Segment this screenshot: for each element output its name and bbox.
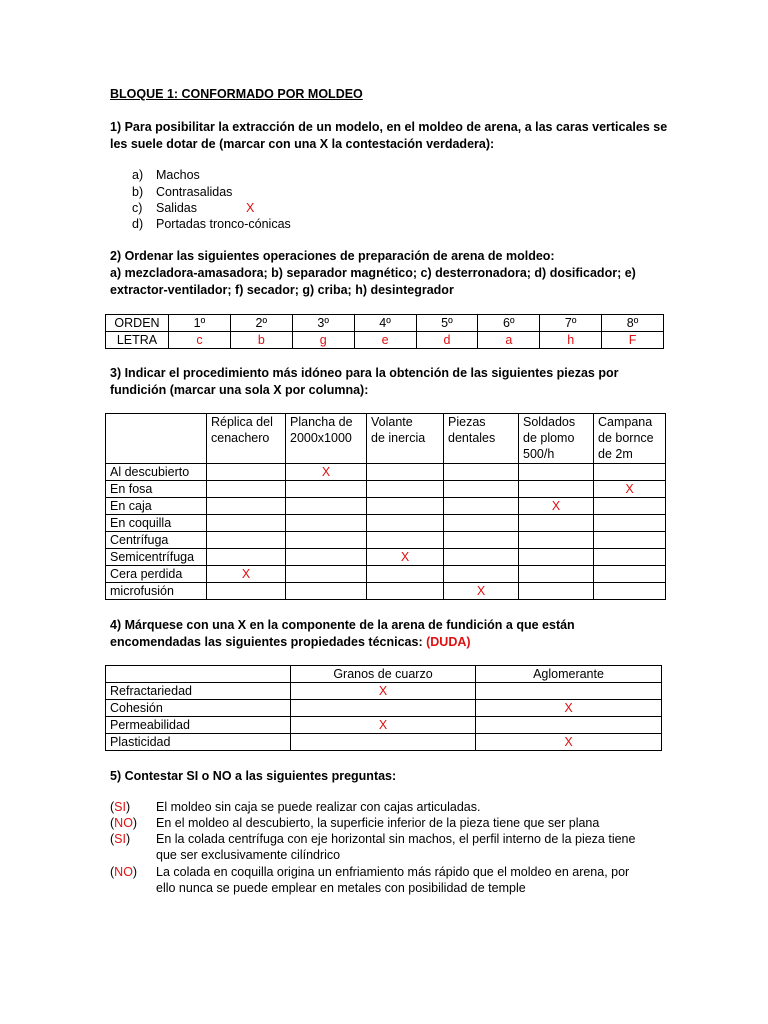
answer-badge xyxy=(110,815,137,832)
mark-cell xyxy=(519,515,594,532)
mark-cell xyxy=(444,549,519,566)
mark-cell xyxy=(594,498,666,515)
mark-cell xyxy=(367,464,444,481)
answer-paren-close: ) xyxy=(132,816,138,830)
mark-cell xyxy=(519,532,594,549)
header-line: Plancha de xyxy=(290,415,353,429)
letter-cell: e xyxy=(354,332,416,349)
option-text: Salidas xyxy=(156,201,197,215)
answer-value: SI xyxy=(114,800,126,814)
page-title: BLOQUE 1: CONFORMADO POR MOLDEO xyxy=(110,87,363,101)
letter-cell: g xyxy=(292,332,354,349)
q2-text-line-1: 2) Ordenar las siguientes operaciones de preparación de arena de moldeo: xyxy=(110,249,555,263)
procedure-row-label: En caja xyxy=(106,498,207,515)
property-label: Plasticidad xyxy=(106,734,291,751)
procedure-row xyxy=(106,583,666,600)
properties-row xyxy=(106,700,662,717)
q5-title: 5) Contestar SI o NO a las siguientes preguntas: xyxy=(110,769,397,783)
header-line: de inercia xyxy=(371,431,426,445)
statement-line: que ser exclusivamente cilíndrico xyxy=(156,848,341,862)
option-text: Portadas tronco-cónicas xyxy=(156,217,291,231)
properties-row xyxy=(106,717,662,734)
letter-cell: d xyxy=(416,332,478,349)
procedure-row-label: En fosa xyxy=(106,481,207,498)
option-mark: X xyxy=(246,201,255,215)
mark-cell xyxy=(286,566,367,583)
procedure-header-cell xyxy=(207,414,286,464)
procedure-header-cell xyxy=(519,414,594,464)
mark-cell xyxy=(286,549,367,566)
mark-cell xyxy=(207,464,286,481)
property-label: Refractariedad xyxy=(106,683,291,700)
q5-answers-list xyxy=(110,799,670,897)
header-line: cenachero xyxy=(211,431,270,445)
procedure-header-cell xyxy=(367,414,444,464)
mark-cell: X xyxy=(476,700,662,717)
mark-cell xyxy=(476,683,662,700)
mark-cell xyxy=(594,464,666,481)
procedure-row-label: Cera perdida xyxy=(106,566,207,583)
order-row xyxy=(106,315,664,332)
mark-cell xyxy=(444,481,519,498)
mark-cell xyxy=(519,464,594,481)
mark-cell: X xyxy=(286,464,367,481)
q1-text-line-1: 1) Para posibilitar la extracción de un modelo, en el moldeo de arena, a las caras verticales se xyxy=(110,120,668,134)
mark-cell xyxy=(367,583,444,600)
letter-row-label: LETRA xyxy=(106,332,169,349)
q5-item xyxy=(110,864,670,897)
mark-cell xyxy=(291,700,476,717)
mark-cell xyxy=(444,498,519,515)
mark-cell xyxy=(519,566,594,583)
procedure-row xyxy=(106,498,666,515)
mark-cell xyxy=(444,532,519,549)
order-cell: 7º xyxy=(540,315,602,332)
mark-cell xyxy=(594,566,666,583)
procedure-row-label: Centrífuga xyxy=(106,532,207,549)
answer-paren-open: ( xyxy=(110,800,115,814)
property-label: Cohesión xyxy=(106,700,291,717)
procedure-row xyxy=(106,481,666,498)
mark-cell xyxy=(207,515,286,532)
procedure-row-label: En coquilla xyxy=(106,515,207,532)
procedure-row xyxy=(106,549,666,566)
mark-cell xyxy=(291,734,476,751)
mark-cell xyxy=(367,498,444,515)
q2-text-line-3: extractor-ventilador; f) secador; g) criba; h) desintegrador xyxy=(110,283,454,297)
q4-text-line-2 xyxy=(110,634,471,651)
letter-cell: h xyxy=(540,332,602,349)
mark-cell: X xyxy=(291,717,476,734)
mark-cell xyxy=(594,532,666,549)
mark-cell xyxy=(207,498,286,515)
mark-cell xyxy=(367,532,444,549)
letter-row xyxy=(106,332,664,349)
mark-cell xyxy=(367,481,444,498)
mark-cell: X xyxy=(207,566,286,583)
answer-badge xyxy=(110,864,137,881)
statement-line: La colada en coquilla origina un enfriamiento más rápido que el moldeo en arena, por xyxy=(156,865,630,879)
q1-text-line-2: les suele dotar de (marcar con una X la contestación verdadera): xyxy=(110,137,495,151)
mark-cell xyxy=(519,481,594,498)
mark-cell xyxy=(594,583,666,600)
option-letter: b) xyxy=(132,185,144,199)
mark-cell xyxy=(207,549,286,566)
order-cell: 3º xyxy=(292,315,354,332)
q5-item xyxy=(110,831,670,864)
header-line: Soldados xyxy=(523,415,576,429)
answer-paren-open: ( xyxy=(110,865,115,879)
property-label: Permeabilidad xyxy=(106,717,291,734)
answer-value: SI xyxy=(114,832,126,846)
answer-badge xyxy=(110,799,130,816)
mark-cell xyxy=(444,464,519,481)
mark-cell xyxy=(367,566,444,583)
order-cell: 8º xyxy=(602,315,664,332)
letter-cell: c xyxy=(169,332,231,349)
procedure-header-row xyxy=(106,414,666,464)
mark-cell xyxy=(594,515,666,532)
procedure-corner-cell xyxy=(106,414,207,464)
order-row-label: ORDEN xyxy=(106,315,169,332)
answer-badge xyxy=(110,831,130,848)
properties-corner-cell xyxy=(106,666,291,683)
option-text: Machos xyxy=(156,168,200,182)
order-cell: 2º xyxy=(230,315,292,332)
mark-cell xyxy=(286,583,367,600)
mark-cell xyxy=(286,498,367,515)
mark-cell xyxy=(286,481,367,498)
order-cell: 6º xyxy=(478,315,540,332)
procedure-row-label: Semicentrífuga xyxy=(106,549,207,566)
q2-text-line-2: a) mezcladora-amasadora; b) separador magnético; c) desterronadora; d) dosificador; e) xyxy=(110,266,636,280)
answer-paren-close: ) xyxy=(132,865,138,879)
properties-header-cell: Granos de cuarzo xyxy=(291,666,476,683)
procedure-table xyxy=(105,413,666,600)
q5-item xyxy=(110,799,670,815)
properties-header-cell: Aglomerante xyxy=(476,666,662,683)
option-letter: a) xyxy=(132,168,144,182)
answer-paren-close: ) xyxy=(125,832,131,846)
mark-cell xyxy=(444,566,519,583)
answer-value: NO xyxy=(114,816,133,830)
procedure-header-cell xyxy=(594,414,666,464)
header-line: 2000x1000 xyxy=(290,431,352,445)
mark-cell xyxy=(207,583,286,600)
procedure-header-cell xyxy=(444,414,519,464)
mark-cell xyxy=(367,515,444,532)
duda-flag: (DUDA) xyxy=(426,635,471,649)
letter-cell: b xyxy=(230,332,292,349)
procedure-header-cell xyxy=(286,414,367,464)
mark-cell xyxy=(207,481,286,498)
statement-line: El moldeo sin caja se puede realizar con cajas articuladas. xyxy=(156,800,481,814)
header-line: de 2m xyxy=(598,447,633,461)
header-line: dentales xyxy=(448,431,496,445)
header-line: Piezas xyxy=(448,415,486,429)
mark-cell: X xyxy=(444,583,519,600)
properties-table xyxy=(105,665,662,751)
order-table xyxy=(105,314,664,349)
mark-cell: X xyxy=(367,549,444,566)
mark-cell xyxy=(444,515,519,532)
header-line: 500/h xyxy=(523,447,555,461)
mark-cell xyxy=(207,532,286,549)
q3-text-line-2: fundición (marcar una sola X por columna): xyxy=(110,383,369,397)
mark-cell xyxy=(476,717,662,734)
option-letter: c) xyxy=(132,201,143,215)
q4-text-line-1: 4) Márquese con una X en la componente de la arena de fundición a que están xyxy=(110,618,575,632)
mark-cell: X xyxy=(519,498,594,515)
procedure-row-label: Al descubierto xyxy=(106,464,207,481)
answer-paren-open: ( xyxy=(110,816,115,830)
answer-paren-open: ( xyxy=(110,832,115,846)
answer-paren-close: ) xyxy=(125,800,131,814)
procedure-row xyxy=(106,532,666,549)
option-letter: d) xyxy=(132,217,144,231)
mark-cell xyxy=(519,583,594,600)
option-text: Contrasalidas xyxy=(156,185,233,199)
header-line: de plomo xyxy=(523,431,575,445)
q5-item xyxy=(110,815,670,831)
statement-line: ello nunca se puede emplear en metales con posibilidad de temple xyxy=(156,881,526,895)
mark-cell xyxy=(519,549,594,566)
header-line: de bornce xyxy=(598,431,654,445)
answer-value: NO xyxy=(114,865,133,879)
properties-header-row xyxy=(106,666,662,683)
mark-cell xyxy=(594,549,666,566)
mark-cell: X xyxy=(476,734,662,751)
order-cell: 5º xyxy=(416,315,478,332)
statement-line: En la colada centrífuga con eje horizontal sin machos, el perfil interno de la pieza tiene xyxy=(156,832,636,846)
letter-cell: a xyxy=(478,332,540,349)
header-line: Volante xyxy=(371,415,413,429)
order-cell: 4º xyxy=(354,315,416,332)
procedure-row xyxy=(106,515,666,532)
mark-cell xyxy=(286,515,367,532)
mark-cell xyxy=(286,532,367,549)
properties-row xyxy=(106,683,662,700)
procedure-row xyxy=(106,464,666,481)
order-cell: 1º xyxy=(169,315,231,332)
procedure-row xyxy=(106,566,666,583)
mark-cell: X xyxy=(291,683,476,700)
q3-text-line-1: 3) Indicar el procedimiento más idóneo para la obtención de las siguientes piezas por xyxy=(110,366,619,380)
procedure-row-label: microfusión xyxy=(106,583,207,600)
q4-text: encomendadas las siguientes propiedades técnicas: xyxy=(110,635,423,649)
header-line: Réplica del xyxy=(211,415,273,429)
statement-line: En el moldeo al descubierto, la superficie inferior de la pieza tiene que ser plana xyxy=(156,816,600,830)
properties-row xyxy=(106,734,662,751)
letter-cell: F xyxy=(602,332,664,349)
mark-cell: X xyxy=(594,481,666,498)
header-line: Campana xyxy=(598,415,653,429)
